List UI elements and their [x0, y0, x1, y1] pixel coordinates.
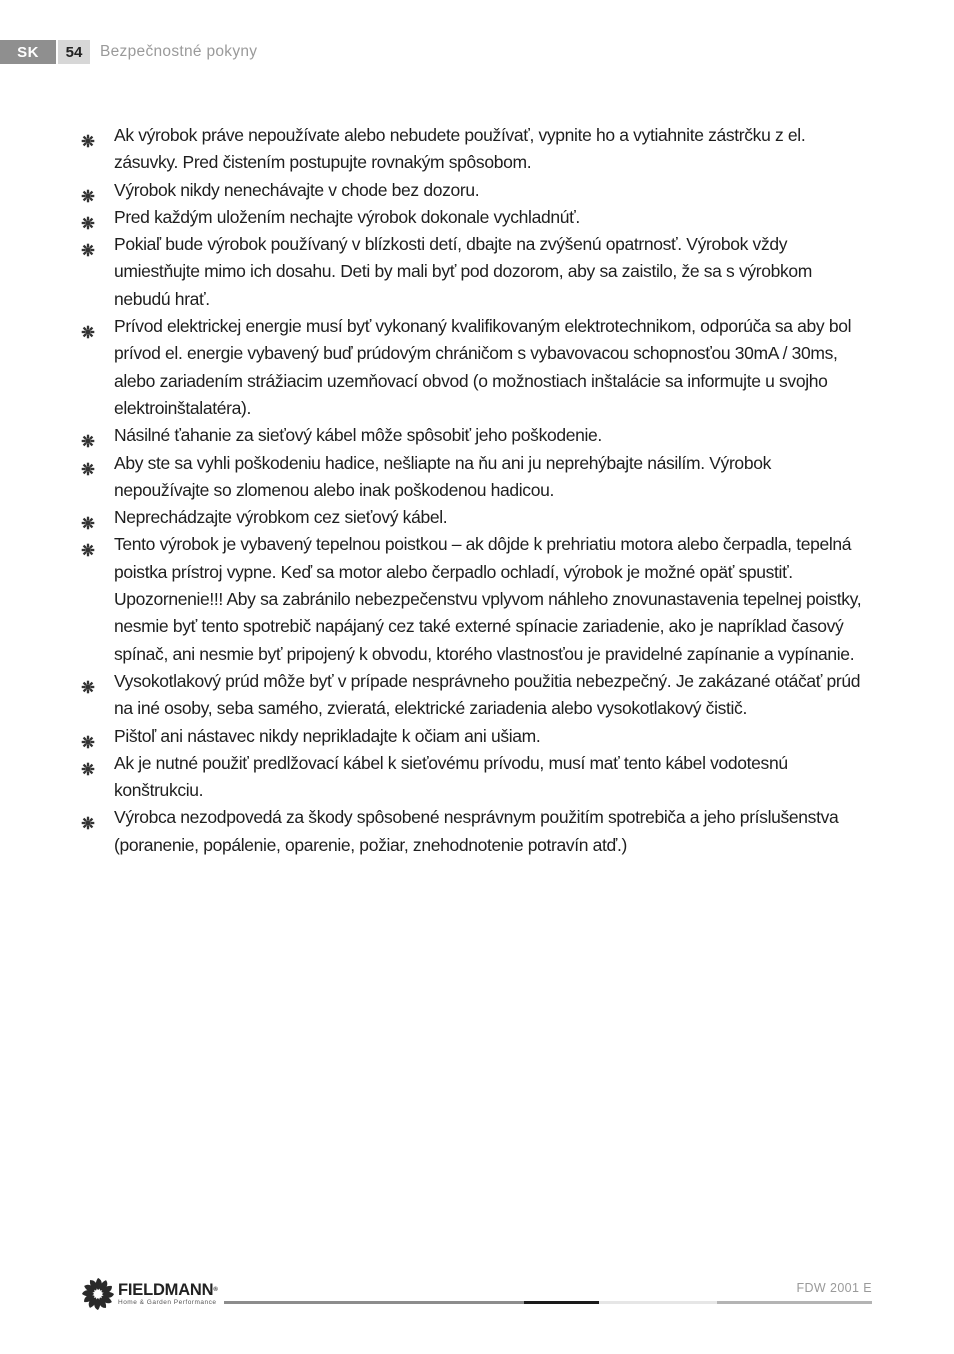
sunburst-bullet-icon: [81, 757, 95, 771]
instruction-text: Neprechádzajte výrobkom cez sieťový kábel.: [114, 507, 448, 528]
instruction-item: [80, 313, 870, 422]
footer-bar-segment-2: [524, 1301, 599, 1304]
instruction-item: [80, 750, 870, 805]
instruction-item: [80, 177, 870, 204]
sunburst-bullet-icon: [81, 184, 95, 198]
instruction-item: [80, 723, 870, 750]
model-number: FDW 2001 E: [796, 1281, 872, 1295]
instruction-item: [80, 204, 870, 231]
footer-bar-segment-3: [599, 1301, 717, 1304]
instruction-list: [80, 122, 870, 859]
footer-bar-segment-1: [224, 1301, 524, 1304]
instruction-text: Tento výrobok je vybavený tepelnou poistkou – ak dôjde k prehriatiu motora alebo čerpadla, tepelná poistka prístroj vypne. Keď sa motor alebo čerpadlo ochladí, výrobok je možné opäť spustiť. Upozornenie!!! Aby sa zabránilo nebezpečenstvu vplyvom náhleho znovunastavenia tepelnej poistky, nesmie byť tento spotrebič napájaný cez také externé spínacie zariadenie, ako je napríklad časový spínač, ani nesmie byť pripojený k obvodu, ktorého vlastnosťou je pravidelné zapínanie a vypínanie.: [114, 534, 862, 664]
instruction-item: [80, 450, 870, 505]
instruction-text: Ak je nutné použiť predlžovací kábel k sieťovému prívodu, musí mať tento kábel vodotesnú konštrukciu.: [114, 752, 788, 801]
sunburst-bullet-icon: [81, 675, 95, 689]
footer-bar-segment-4: [717, 1301, 872, 1304]
sunburst-bullet-icon: [81, 211, 95, 225]
instruction-item: [80, 122, 870, 177]
instruction-text: Aby ste sa vyhli poškodeniu hadice, nešliapte na ňu ani ju neprehýbajte násilím. Výrobok nepoužívajte so zlomenou alebo inak poškodenou hadicou.: [114, 452, 771, 500]
sunburst-bullet-icon: [81, 429, 95, 443]
language-tag: SK: [0, 40, 56, 64]
page-header: [0, 40, 257, 64]
instruction-text: Pokiaľ bude výrobok používaný v blízkosti detí, dbajte na zvýšenú opatrnosť. Výrobok vždy umiestňujte mimo ich dosahu. Deti by mali byť pod dozorom, aby sa zaistilo, že sa s výrobkom nebudú hrať.: [114, 234, 813, 309]
sunburst-bullet-icon: [81, 129, 95, 143]
instruction-item: [80, 422, 870, 449]
instruction-text: Výrobca nezodpovedá za škody spôsobené nesprávnym použitím spotrebiča a jeho príslušenstva (poranenie, popálenie, oparenie, požiar, znehodnotenie potravín atď.): [114, 807, 839, 855]
brand-tagline: Home & Garden Performance: [118, 1298, 217, 1306]
brand-logo: [81, 1277, 218, 1311]
sunburst-bullet-icon: [81, 238, 95, 252]
sunburst-bullet-icon: [81, 457, 95, 471]
instruction-text: Prívod elektrickej energie musí byť vykonaný kvalifikovaným elektrotechnikom, odporúča sa aby bol prívod el. energie vybavený buď prúdovým chráničom s vybavovacou schopnosťou 30mA / 30ms, alebo zariadením strážiacim uzemňovací obvod (o možnostiach inštalácie sa informujte u svojho elektroinštalatéra).: [114, 316, 852, 418]
logo-text: [118, 1282, 218, 1307]
instruction-text: Výrobok nikdy nenechávajte v chode bez dozoru.: [114, 179, 480, 200]
sunburst-bullet-icon: [81, 511, 95, 525]
instruction-text: Pištoľ ani nástavec nikdy neprikladajte k očiam ani ušiam.: [114, 725, 541, 746]
instruction-item: [80, 668, 870, 723]
trademark-symbol: ®: [213, 1286, 218, 1293]
sunburst-bullet-icon: [81, 538, 95, 552]
fieldmann-flower-logo-icon: [81, 1277, 115, 1311]
instruction-item: [80, 231, 870, 313]
instruction-item: [80, 504, 870, 531]
instruction-text: Vysokotlakový prúd môže byť v prípade nesprávneho použitia nebezpečný. Je zakázané otáčať prúd na iné osoby, seba samého, zvieratá, elektrické zariadenia alebo vysokotlakový čistič.: [114, 670, 861, 719]
safety-instructions: [80, 122, 870, 859]
sunburst-bullet-icon: [81, 811, 95, 825]
brand-label: FIELDMANN: [118, 1280, 214, 1299]
instruction-text: Pred každým uložením nechajte výrobok dokonale vychladnúť.: [114, 206, 580, 227]
instruction-item: [80, 531, 870, 667]
section-title: Bezpečnostné pokyny: [100, 43, 258, 60]
instruction-item: [80, 804, 870, 859]
sunburst-bullet-icon: [81, 320, 95, 334]
instruction-text: Násilné ťahanie za sieťový kábel môže spôsobiť jeho poškodenie.: [114, 425, 602, 446]
instruction-text: Ak výrobok práve nepoužívate alebo nebudete používať, vypnite ho a vytiahnite zástrčku z el. zásuvky. Pred čistením postupujte rovnakým spôsobom.: [114, 125, 806, 173]
sunburst-bullet-icon: [81, 730, 95, 744]
page-number: 54: [58, 40, 90, 64]
brand-name: [118, 1282, 218, 1299]
